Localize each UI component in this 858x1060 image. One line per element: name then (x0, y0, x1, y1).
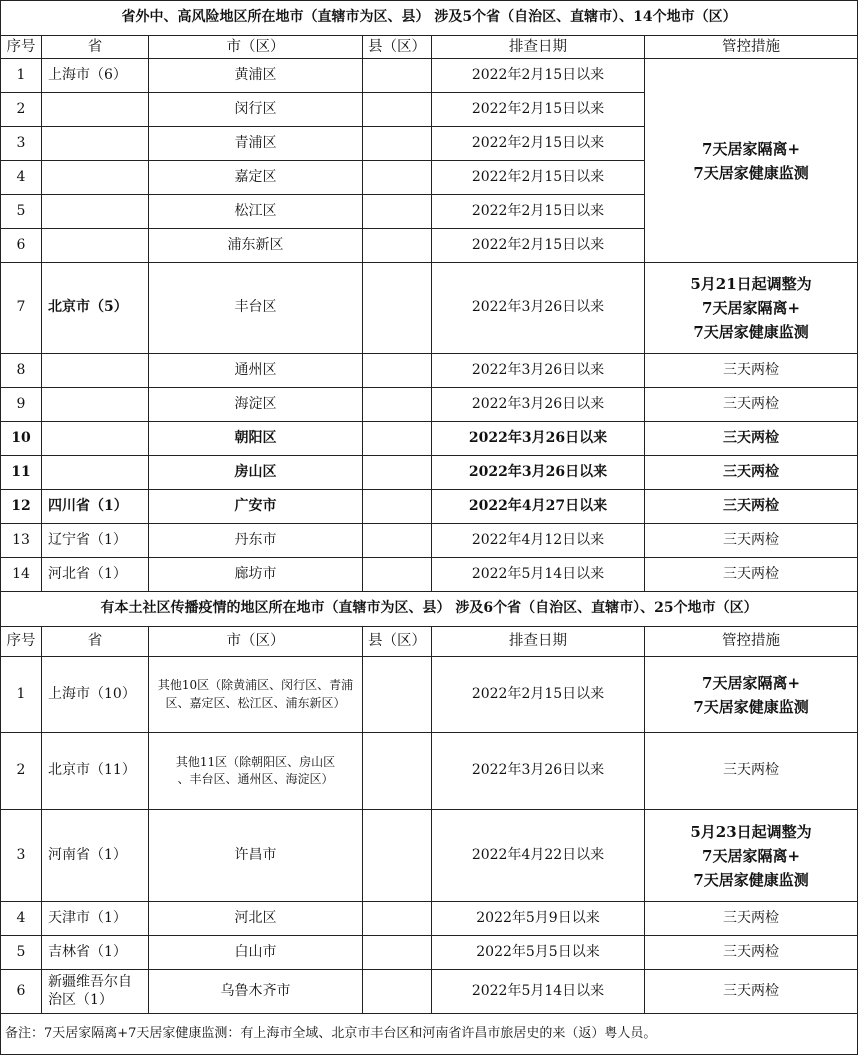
table-row (1, 422, 858, 456)
row-county (363, 970, 432, 1014)
row-measure: 三天两检 (645, 490, 858, 524)
header-province: 省 (42, 627, 149, 657)
row-no: 4 (1, 161, 42, 195)
row-province: 天津市（1） (42, 902, 149, 936)
row-city: 闵行区 (149, 93, 363, 127)
header-county: 县（区） (363, 36, 432, 59)
table-row (1, 59, 858, 93)
row-province (42, 93, 149, 127)
row-county (363, 490, 432, 524)
row-date: 2022年3月26日以来 (432, 733, 645, 810)
row-province: 河北省（1） (42, 558, 149, 592)
table-row (1, 902, 858, 936)
row-province (42, 970, 149, 1014)
row-province (42, 161, 149, 195)
row-city: 白山市 (149, 936, 363, 970)
row-date: 2022年5月9日以来 (432, 902, 645, 936)
row-county (363, 422, 432, 456)
row-county (363, 127, 432, 161)
row-no: 6 (1, 970, 42, 1014)
row-measure: 三天两检 (645, 558, 858, 592)
row-date: 2022年2月15日以来 (432, 229, 645, 263)
footnote: 备注：7天居家隔离+7天居家健康监测：有上海市全域、北京市丰台区和河南省许昌市旅居史的来（返）粤人员。 (1, 1014, 858, 1055)
table-row (1, 490, 858, 524)
header-province: 省 (42, 36, 149, 59)
row-county (363, 558, 432, 592)
row-no: 11 (1, 456, 42, 490)
row-measure: 三天两检 (645, 422, 858, 456)
row-county (363, 388, 432, 422)
table-row (1, 524, 858, 558)
row-city: 浦东新区 (149, 229, 363, 263)
table-row (1, 733, 858, 810)
row-date: 2022年5月14日以来 (432, 558, 645, 592)
row-date: 2022年5月5日以来 (432, 936, 645, 970)
table-row (1, 970, 858, 1014)
row-city: 广安市 (149, 490, 363, 524)
row-no: 5 (1, 195, 42, 229)
row-province (42, 229, 149, 263)
row-city: 丹东市 (149, 524, 363, 558)
row-no: 6 (1, 229, 42, 263)
row-city: 嘉定区 (149, 161, 363, 195)
header-measure: 管控措施 (645, 36, 858, 59)
row-no: 2 (1, 93, 42, 127)
section2-title: 有本土社区传播疫情的地区所在地市（直辖市为区、县） 涉及6个省（自治区、直辖市）、25个地市（区） (1, 592, 858, 627)
row-no: 9 (1, 388, 42, 422)
row-no: 1 (1, 59, 42, 93)
row-no: 2 (1, 733, 42, 810)
measure-line: 7天居家健康监测 (693, 163, 809, 182)
province-line: 治区（1） (48, 991, 113, 1008)
row-no: 3 (1, 810, 42, 902)
row-county (363, 810, 432, 902)
table-row (1, 936, 858, 970)
row-city: 青浦区 (149, 127, 363, 161)
row-county (363, 733, 432, 810)
row-measure (645, 810, 858, 902)
section2-header-row (1, 627, 858, 657)
row-measure: 三天两检 (645, 388, 858, 422)
row-city: 房山区 (149, 456, 363, 490)
row-province: 上海市（6） (42, 59, 149, 93)
row-city: 乌鲁木齐市 (149, 970, 363, 1014)
measure-line: 5月21日起调整为 (690, 275, 812, 293)
row-county (363, 354, 432, 388)
table-row (1, 388, 858, 422)
province-line: 新疆维吾尔自 (48, 974, 132, 990)
row-date: 2022年4月27日以来 (432, 490, 645, 524)
table-row (1, 558, 858, 592)
table-row (1, 810, 858, 902)
header-city: 市（区） (149, 627, 363, 657)
row-date: 2022年2月15日以来 (432, 93, 645, 127)
section1-title: 省外中、高风险地区所在地市（直辖市为区、县） 涉及5个省（自治区、直辖市）、14个地市（区） (1, 1, 858, 36)
row-county (363, 657, 432, 733)
row-no: 3 (1, 127, 42, 161)
row-province: 辽宁省（1） (42, 524, 149, 558)
table-row (1, 263, 858, 354)
measure-line: 7天居家隔离+ (702, 673, 801, 692)
row-county (363, 936, 432, 970)
measure-line: 7天居家隔离+ (702, 846, 801, 865)
row-no: 10 (1, 422, 42, 456)
row-province: 吉林省（1） (42, 936, 149, 970)
row-county (363, 263, 432, 354)
row-measure: 三天两检 (645, 902, 858, 936)
row-city: 廊坊市 (149, 558, 363, 592)
row-city (149, 733, 363, 810)
table-row (1, 354, 858, 388)
row-measure (645, 657, 858, 733)
row-county (363, 195, 432, 229)
row-date: 2022年5月14日以来 (432, 970, 645, 1014)
row-date: 2022年2月15日以来 (432, 127, 645, 161)
city-line: 其他11区（除朝阳区、房山区 (175, 754, 336, 769)
row-no: 4 (1, 902, 42, 936)
row-measure (645, 263, 858, 354)
header-city: 市（区） (149, 36, 363, 59)
row-measure: 三天两检 (645, 970, 858, 1014)
row-province (42, 422, 149, 456)
row-no: 12 (1, 490, 42, 524)
city-line: 、丰台区、通州区、海淀区） (177, 772, 334, 786)
row-province: 北京市（11） (42, 733, 149, 810)
row-county (363, 161, 432, 195)
row-city: 朝阳区 (149, 422, 363, 456)
table-row (1, 657, 858, 733)
row-city: 通州区 (149, 354, 363, 388)
row-no: 14 (1, 558, 42, 592)
header-date: 排查日期 (432, 627, 645, 657)
row-date: 2022年3月26日以来 (432, 422, 645, 456)
row-no: 1 (1, 657, 42, 733)
row-city: 松江区 (149, 195, 363, 229)
city-line: 区、嘉定区、松江区、浦东新区） (165, 695, 346, 710)
header-date: 排查日期 (432, 36, 645, 59)
city-line: 其他10区（除黄浦区、闵行区、青浦 (157, 678, 354, 693)
row-date: 2022年2月15日以来 (432, 195, 645, 229)
header-measure: 管控措施 (645, 627, 858, 657)
row-province (42, 388, 149, 422)
row-no: 5 (1, 936, 42, 970)
measure-line: 5月23日起调整为 (690, 822, 812, 841)
row-province: 北京市（5） (42, 263, 149, 354)
header-no: 序号 (1, 627, 42, 657)
row-county (363, 59, 432, 93)
header-no: 序号 (1, 36, 42, 59)
measure-line: 7天居家隔离+ (702, 299, 801, 317)
row-province: 上海市（10） (42, 657, 149, 733)
row-date: 2022年4月22日以来 (432, 810, 645, 902)
row-province (42, 195, 149, 229)
row-date: 2022年3月26日以来 (432, 456, 645, 490)
row-measure: 三天两检 (645, 936, 858, 970)
row-date: 2022年3月26日以来 (432, 388, 645, 422)
row-county (363, 93, 432, 127)
row-measure: 三天两检 (645, 456, 858, 490)
row-county (363, 902, 432, 936)
row-city (149, 657, 363, 733)
row-city: 黄浦区 (149, 59, 363, 93)
row-county (363, 229, 432, 263)
row-province: 四川省（1） (42, 490, 149, 524)
row-date: 2022年3月26日以来 (432, 263, 645, 354)
shanghai-measure (645, 59, 858, 263)
header-county: 县（区） (363, 627, 432, 657)
row-city: 海淀区 (149, 388, 363, 422)
row-city: 许昌市 (149, 810, 363, 902)
measure-line: 7天居家健康监测 (693, 697, 809, 716)
row-city: 河北区 (149, 902, 363, 936)
measure-line: 7天居家隔离+ (702, 139, 801, 158)
row-measure: 三天两检 (645, 733, 858, 810)
row-county (363, 524, 432, 558)
row-province (42, 456, 149, 490)
row-date: 2022年4月12日以来 (432, 524, 645, 558)
measure-line: 7天居家健康监测 (693, 323, 809, 341)
row-measure: 三天两检 (645, 524, 858, 558)
measure-line: 7天居家健康监测 (693, 870, 809, 889)
row-no: 8 (1, 354, 42, 388)
row-measure: 三天两检 (645, 354, 858, 388)
row-no: 7 (1, 263, 42, 354)
section1-header-row (1, 36, 858, 59)
row-no: 13 (1, 524, 42, 558)
row-city: 丰台区 (149, 263, 363, 354)
row-date: 2022年2月15日以来 (432, 161, 645, 195)
row-province: 河南省（1） (42, 810, 149, 902)
table-row (1, 456, 858, 490)
row-date: 2022年2月15日以来 (432, 59, 645, 93)
row-province (42, 127, 149, 161)
row-county (363, 456, 432, 490)
row-date: 2022年3月26日以来 (432, 354, 645, 388)
row-province (42, 354, 149, 388)
row-date: 2022年2月15日以来 (432, 657, 645, 733)
